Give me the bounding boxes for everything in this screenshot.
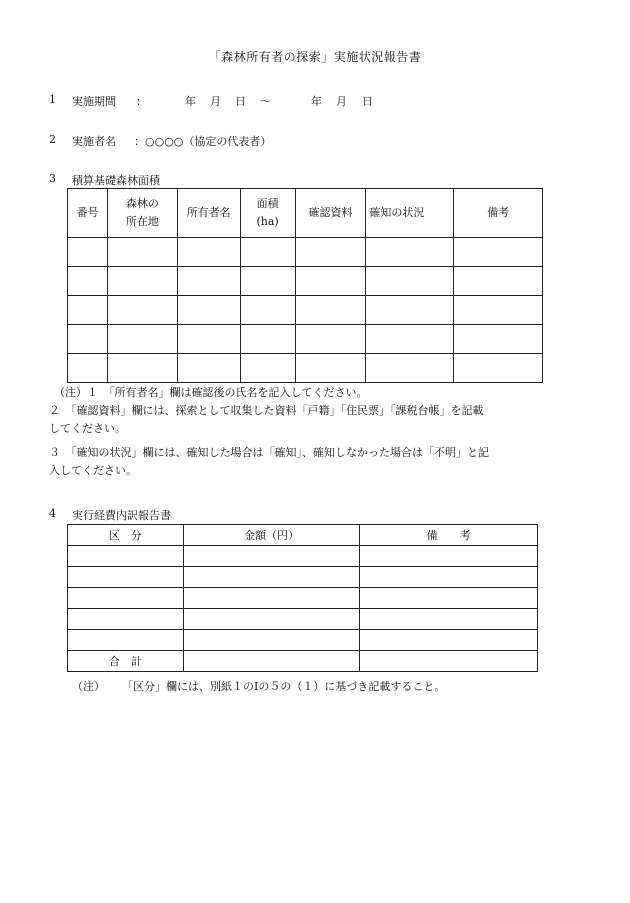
month-label: 月 (336, 95, 347, 108)
table-cell[interactable] (107, 325, 177, 354)
table-cell[interactable] (177, 296, 240, 325)
day-label: 日 (235, 95, 246, 108)
day-label: 日 (362, 95, 373, 108)
table-cell[interactable] (360, 567, 538, 588)
table-cell[interactable] (107, 267, 177, 296)
year-label: 年 (185, 95, 196, 108)
table-cell[interactable] (366, 354, 454, 383)
table-cell[interactable] (366, 296, 454, 325)
table-cell[interactable] (240, 238, 295, 267)
table-row (68, 325, 543, 354)
section-number: 3 (49, 172, 56, 185)
header-remarks: 備 考 (360, 525, 538, 546)
table-cell[interactable] (360, 546, 538, 567)
table-cell[interactable] (68, 609, 184, 630)
table-cell[interactable] (68, 325, 108, 354)
header-remarks: 備考 (454, 189, 543, 238)
table-cell[interactable] (454, 296, 543, 325)
header-area-line2: (ha) (256, 215, 279, 228)
section-label: 実施者名 (72, 135, 116, 148)
forest-area-table (67, 188, 543, 383)
section-label: 実施期間 (72, 95, 116, 108)
table-row (68, 588, 538, 609)
section-label: 積算基礎森林面積 (72, 174, 160, 187)
total-label: 合 計 (68, 651, 184, 672)
table-cell[interactable] (183, 630, 360, 651)
header-owner: 所有者名 (177, 189, 240, 238)
header-documents: 確認資料 (295, 189, 366, 238)
implementer-value: ：○○○○（協定の代表者） (134, 135, 272, 148)
note-line: （注）１ 「所有者名」欄は確認後の氏名を記入してください。 (54, 386, 368, 399)
table-cell[interactable] (360, 588, 538, 609)
section-number: 1 (49, 93, 56, 106)
table-cell[interactable] (360, 630, 538, 651)
table-cell[interactable] (454, 238, 543, 267)
note-line: ２ 「確認資料」欄には、探索として収集した資料「戸籍」「住民票」「課税台帳」を記載 (49, 404, 484, 417)
table-header-row (68, 525, 538, 546)
table-row (68, 296, 543, 325)
header-amount: 金額（円） (183, 525, 360, 546)
table-cell[interactable] (183, 567, 360, 588)
table-cell[interactable] (240, 296, 295, 325)
colon: ： (136, 95, 147, 108)
note-line: ３ 「確知の状況」欄には、確知した場合は「確知」、確知しなかった場合は「不明」と記 (49, 446, 489, 459)
total-row (68, 651, 538, 672)
table-cell[interactable] (366, 267, 454, 296)
table-header-row (68, 189, 543, 238)
table-row (68, 546, 538, 567)
table-cell[interactable] (454, 325, 543, 354)
table-cell[interactable] (295, 325, 366, 354)
table-cell[interactable] (295, 238, 366, 267)
table-cell[interactable] (177, 325, 240, 354)
range-tilde: ～ (260, 95, 271, 108)
section-number: 2 (49, 133, 56, 146)
expense-breakdown-table (67, 524, 538, 672)
table-row (68, 238, 543, 267)
table-cell[interactable] (68, 630, 184, 651)
table-cell[interactable] (240, 325, 295, 354)
header-area-line1: 面積 (256, 197, 279, 211)
table-cell[interactable] (68, 296, 108, 325)
table-cell[interactable] (107, 238, 177, 267)
note-line: 「区分」欄には、別紙１のⅠの５の（１）に基づき記載すること。 (122, 680, 446, 693)
table-cell[interactable] (454, 267, 543, 296)
table-cell[interactable] (295, 267, 366, 296)
table-cell[interactable] (68, 588, 184, 609)
table-row (68, 354, 543, 383)
table-cell[interactable] (240, 267, 295, 296)
table-cell[interactable] (183, 609, 360, 630)
section-label: 実行経費内訳報告書 (72, 509, 171, 522)
table-cell[interactable] (177, 238, 240, 267)
header-location-line1: 森林の (125, 197, 159, 211)
table-cell[interactable] (177, 354, 240, 383)
table-cell[interactable] (68, 567, 184, 588)
table-cell[interactable] (454, 354, 543, 383)
table-cell[interactable] (366, 325, 454, 354)
header-location (107, 189, 177, 238)
table-cell[interactable] (68, 546, 184, 567)
note-line: してください。 (49, 422, 126, 435)
table-cell[interactable] (183, 546, 360, 567)
table-row (68, 267, 543, 296)
table-cell[interactable] (240, 354, 295, 383)
table-cell[interactable] (183, 588, 360, 609)
table-cell[interactable] (295, 296, 366, 325)
total-amount-cell[interactable] (183, 651, 360, 672)
header-location-line2: 所在地 (125, 215, 159, 228)
table-cell[interactable] (360, 609, 538, 630)
table-cell[interactable] (295, 354, 366, 383)
table-row (68, 609, 538, 630)
month-label: 月 (210, 95, 221, 108)
table-cell[interactable] (68, 238, 108, 267)
header-number: 番号 (68, 189, 108, 238)
header-category: 区 分 (68, 525, 184, 546)
table-cell[interactable] (366, 238, 454, 267)
table-cell[interactable] (68, 267, 108, 296)
table-cell[interactable] (177, 267, 240, 296)
page-title: 「森林所有者の探索」実施状況報告書 (208, 50, 422, 64)
header-status: 確知の状況 (366, 189, 454, 238)
note-prefix: （注） (72, 680, 105, 693)
note-line: 入してください。 (49, 464, 137, 477)
table-cell[interactable] (68, 354, 108, 383)
table-row (68, 630, 538, 651)
total-remarks-cell[interactable] (360, 651, 538, 672)
header-area (240, 189, 295, 238)
table-cell[interactable] (107, 296, 177, 325)
year-label: 年 (311, 95, 322, 108)
table-row (68, 567, 538, 588)
section-number: 4 (49, 507, 56, 520)
table-cell[interactable] (107, 354, 177, 383)
